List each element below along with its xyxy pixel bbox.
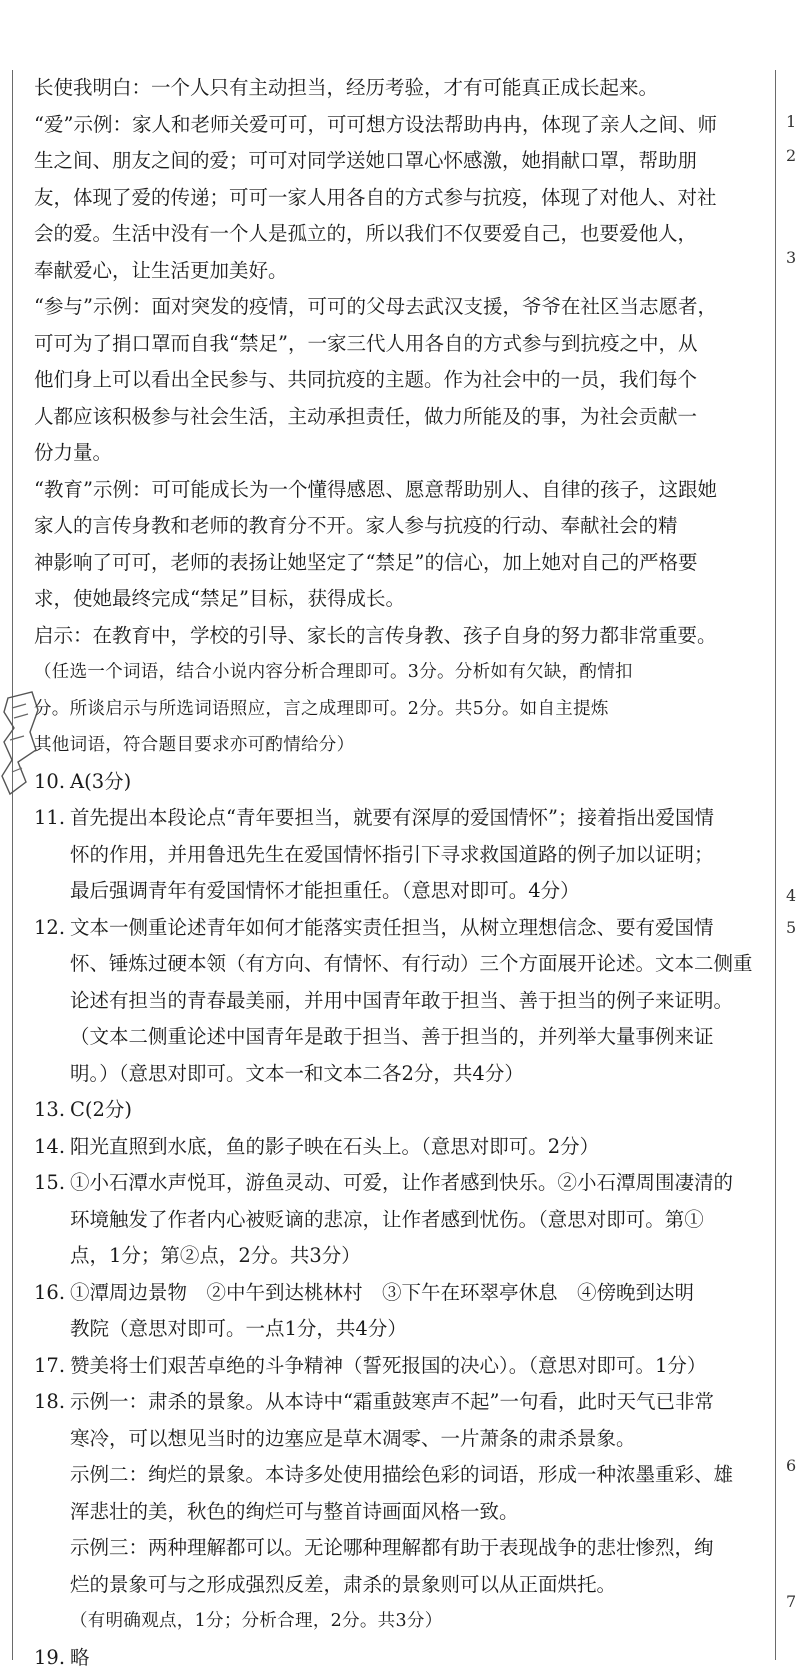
text-line (34, 399, 770, 436)
text-line (34, 1603, 770, 1640)
line-text: 首先提出本段论点“青年要担当，就要有深厚的爱国情怀”；接着指出爱国情 (70, 806, 714, 829)
question-number: 15. (34, 1171, 66, 1194)
text-line (34, 1202, 770, 1239)
question-number: 18. (34, 1390, 66, 1413)
question-number: 17. (34, 1353, 66, 1377)
text-line (34, 289, 770, 326)
answer-item (34, 1603, 770, 1640)
line-text: 示例一：肃杀的景象。从本诗中“霜重鼓寒声不起”一句看，此时天气已非常 (70, 1390, 714, 1413)
line-text: 其他词语，符合题目要求亦可酌情给分） (34, 735, 355, 755)
line-text: 点，1分；第②点，2分。共3分） (70, 1244, 361, 1267)
answer-item (34, 910, 770, 1093)
line-text: 生之间、朋友之间的爱；可可对同学送她口罩心怀感激，她捐献口罩，帮助朋 (34, 149, 698, 172)
line-text: 可可为了捐口罩而自我“禁足”，一家三代人用各自的方式参与到抗疫之中，从 (34, 331, 698, 355)
line-text: 怀的作用，并用鲁迅先生在爱国情怀指引下寻求救国道路的例子加以证明； (70, 842, 714, 866)
text-line (34, 143, 770, 180)
text-line (34, 764, 770, 801)
line-text: 长使我明白：一个人只有主动担当，经历考验，才有可能真正成长起来。 (34, 76, 659, 99)
edge-mark: 5 (786, 918, 797, 937)
line-text: 示例三：两种理解都可以。无论哪种理解都有助于表现战争的悲壮惨烈，绚 (70, 1536, 714, 1559)
line-text: 论述有担当的青春最美丽，并用中国青年敢于担当、善于担当的例子来证明。 (70, 988, 734, 1012)
answer-item (34, 1129, 770, 1166)
line-text: 略 (70, 1645, 90, 1669)
question-number: 16. (34, 1280, 66, 1304)
answer-item (34, 764, 770, 801)
question-number: 11. (34, 806, 66, 829)
line-text: 奉献爱心，让生活更加美好。 (34, 258, 288, 282)
text-line (34, 545, 770, 582)
line-text: 分。所谈启示与所选词语照应，言之成理即可。2分。共5分。如自主提炼 (34, 698, 609, 719)
text-line (34, 691, 770, 728)
text-line (34, 946, 770, 983)
answer-item (34, 1348, 770, 1385)
line-text: ①潭周边景物 ②中午到达桃林村 ③下午在环翠亭休息 ④傍晚到达明 (70, 1280, 695, 1304)
text-line (34, 1311, 770, 1348)
text-line (34, 1019, 770, 1056)
text-line (34, 326, 770, 363)
text-line (34, 1238, 770, 1275)
text-line (34, 180, 770, 217)
line-text: ①小石潭水声悦耳，游鱼灵动、可爱，让作者感到快乐。②小石潭周围凄清的 (70, 1171, 734, 1194)
text-line (34, 1530, 770, 1567)
text-line (34, 362, 770, 399)
text-line (34, 837, 770, 874)
text-line (34, 727, 770, 764)
line-text: （任选一个词语，结合小说内容分析合理即可。3分。分析如有欠缺，酌情扣 (34, 662, 633, 682)
answer-paragraph (34, 654, 770, 764)
left-column-rule (12, 70, 13, 1660)
text-line (34, 910, 770, 947)
line-text: “参与”示例：面对突发的疫情，可可的父母去武汉支援，爷爷在社区当志愿者， (34, 295, 717, 318)
text-line (34, 1129, 770, 1166)
text-line (34, 1457, 770, 1494)
answer-item (34, 1165, 770, 1275)
edge-mark: 1 (786, 112, 797, 131)
edge-mark: 7 (786, 1592, 797, 1611)
text-line (34, 508, 770, 545)
line-text: 他们身上可以看出全民参与、共同抗疫的主题。作为社会中的一员，我们每个 (34, 368, 698, 391)
text-line (34, 983, 770, 1020)
line-text: 份力量。 (34, 441, 113, 464)
text-line (34, 1056, 770, 1093)
line-text: 家人的言传身教和老师的教育分不开。家人参与抗疫的行动、奉献社会的精 (34, 514, 678, 537)
answer-paragraph (34, 70, 770, 107)
text-line (34, 1165, 770, 1202)
line-text: （有明确观点，1分；分析合理，2分。共3分） (70, 1611, 443, 1631)
line-text: “爱”示例：家人和老师关爱可可，可可想方设法帮助冉冉，体现了亲人之间、师 (34, 112, 717, 136)
text-line (34, 70, 770, 107)
text-line (34, 253, 770, 290)
question-number: 19. (34, 1645, 66, 1669)
line-text: 求，使她最终完成“禁足”目标，获得成长。 (34, 587, 405, 610)
answer-paragraph (34, 472, 770, 618)
line-text: 会的爱。生活中没有一个人是孤立的，所以我们不仅要爱自己，也要爱他人， (34, 222, 698, 245)
question-number: 10. (34, 769, 66, 793)
text-line (34, 472, 770, 509)
text-line (34, 1567, 770, 1604)
line-text: 浑悲壮的美，秋色的绚烂可与整首诗画面风格一致。 (70, 1499, 519, 1523)
text-line (34, 800, 770, 837)
answer-item (34, 800, 770, 910)
line-text: A(3分) (70, 769, 132, 793)
text-line (34, 581, 770, 618)
edge-mark: 6 (786, 1456, 797, 1475)
line-text: 神影响了可可，老师的表扬让她坚定了“禁足”的信心，加上她对自己的严格要 (34, 550, 698, 574)
text-line (34, 1275, 770, 1312)
answer-paragraph (34, 107, 770, 290)
edge-mark: 3 (786, 248, 797, 267)
line-text: （文本二侧重论述中国青年是敢于担当、善于担当的，并列举大量事例来证 (70, 1025, 714, 1048)
text-line (34, 1348, 770, 1385)
line-text: 文本一侧重论述青年如何才能落实责任担当，从树立理想信念、要有爱国情 (70, 915, 714, 939)
answer-item (34, 1275, 770, 1348)
question-number: 13. (34, 1098, 66, 1121)
text-line (34, 1384, 770, 1421)
line-text: 烂的景象可与之形成强烈反差，肃杀的景象则可以从正面烘托。 (70, 1572, 617, 1596)
line-text: 阳光直照到水底，鱼的影子映在石头上。（意思对即可。2分） (70, 1134, 600, 1158)
edge-mark: 2 (786, 146, 797, 165)
line-text: C(2分) (70, 1098, 133, 1121)
text-line (34, 654, 770, 691)
question-number: 14. (34, 1134, 66, 1158)
answer-content (34, 70, 770, 1676)
edge-mark: 4 (786, 886, 797, 905)
answer-item (34, 1640, 770, 1677)
line-text: 教院（意思对即可。一点1分，共4分） (70, 1317, 407, 1340)
line-text: 赞美将士们艰苦卓绝的斗争精神（誓死报国的决心）。（意思对即可。1分） (70, 1353, 707, 1377)
line-text: 友，体现了爱的传递；可可一家人用各自的方式参与抗疫，体现了对他人、对社 (34, 185, 717, 209)
text-line (34, 873, 770, 910)
line-text: 寒冷，可以想见当时的边塞应是草木凋零、一片萧条的肃杀景象。 (70, 1426, 636, 1450)
text-line (34, 1421, 770, 1458)
line-text: 怀、锤炼过硬本领（有方向、有情怀、有行动）三个方面展开论述。文本二侧重 (70, 952, 753, 975)
text-line (34, 435, 770, 472)
answer-paragraph (34, 289, 770, 472)
line-text: “教育”示例：可可能成长为一个懂得感恩、愿意帮助别人、自律的孩子，这跟她 (34, 477, 717, 501)
text-line (34, 618, 770, 655)
line-text: 启示：在教育中，学校的引导、家长的言传身教、孩子自身的努力都非常重要。 (34, 623, 717, 647)
text-line (34, 1092, 770, 1129)
line-text: 明。）（意思对即可。文本一和文本二各2分，共4分） (70, 1061, 524, 1085)
text-line (34, 216, 770, 253)
line-text: 示例二：绚烂的景象。本诗多处使用描绘色彩的词语，形成一种浓墨重彩、雄 (70, 1463, 734, 1486)
line-text: 环境触发了作者内心被贬谪的悲凉，让作者感到忧伤。（意思对即可。第① (70, 1207, 704, 1231)
right-column-rule (775, 70, 776, 1660)
text-line (34, 1640, 770, 1677)
line-text: 最后强调青年有爱国情怀才能担重任。（意思对即可。4分） (70, 879, 580, 902)
answer-item (34, 1384, 770, 1603)
text-line (34, 107, 770, 144)
text-line (34, 1494, 770, 1531)
question-number: 12. (34, 915, 66, 939)
answer-item (34, 1092, 770, 1129)
line-text: 人都应该积极参与社会生活，主动承担责任，做力所能及的事，为社会贡献一 (34, 404, 698, 428)
answer-paragraph (34, 618, 770, 655)
